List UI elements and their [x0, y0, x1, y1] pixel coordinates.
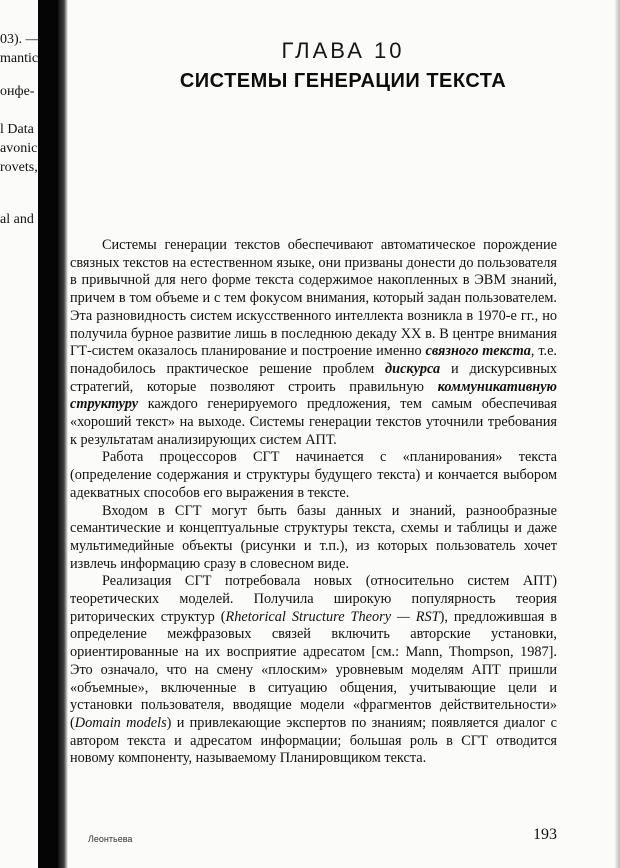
text-run: и дискурсивных стратегий, которые позволяют строить правильную — [70, 360, 558, 395]
chapter-body — [70, 237, 557, 768]
prev-page-line: l Data — [0, 122, 34, 137]
chapter-title: СИСТЕМЫ ГЕНЕРАЦИИ ТЕКСТА — [179, 70, 507, 92]
chapter-number: ГЛАВА 10 — [281, 38, 405, 63]
text-run: Системы генерации текстов обеспечивают автоматическое порождение связных текстов на естественном языке, они призваны донести до пользователя в привычной для него форме текста содержимое накопленных в ЭВМ знаний, причем в том объеме и с тем фокусом внимания, который задан пользователем. Эта разновидность систем искусственного интеллекта возникла в 1970-е гг., но получила бурное развитие лишь в последнюю декаду XX в. В центре внимания ГТ-систем оказалось планирование и построение именно — [70, 237, 557, 360]
prev-page-line — [0, 191, 60, 210]
paragraph-2: Работа процессоров СГТ начинается с «планирования» текста (определение содержания и структуры будущего текста) и кончается выбором адекватных способов его выражения в тексте. — [70, 449, 557, 501]
italic-term: Rhetorical Structure Theory — RST — [225, 608, 440, 625]
page-number: 193 — [533, 826, 557, 843]
text-run: Реализация СГТ потребовала новых (относительно систем АПТ) теоретических моделей. Получила широкую популярность теория риторических структур ( — [70, 573, 557, 625]
prev-page-line: rovets, — [0, 160, 38, 175]
italic-term: Domain models — [74, 714, 167, 731]
prev-page-line: mantic — [0, 51, 39, 66]
paragraph-3: Входом в СГТ могут быть базы данных и знаний, разнообразные семантические и концептуальные структуры текста, схемы и таблицы и даже мультимедийные объекты (рисунки и т.п.), из которых пользователь хочет извлечь информацию сразу в словесном виде. — [70, 502, 557, 572]
prev-page-line: онфе- — [0, 84, 35, 99]
text-run: каждого генерируемого предложения, тем самым обеспечивая «хороший текст» на выходе. Системы генерации текстов уточнили требования к результатам анализирующих систем АПТ. — [70, 396, 557, 448]
emphasis-term: дискурса — [385, 360, 441, 377]
paragraph-1 — [70, 237, 557, 449]
prev-page-line — [0, 101, 60, 120]
paragraph-4 — [70, 573, 557, 768]
previous-page-fragment — [0, 30, 60, 229]
prev-page-line: 03). — — [0, 32, 40, 47]
text-run: ) и привлекающие экспертов по знаниям; появляется диалог с автором текста и адресатом информации; большая роль в СГТ отводится новому компоненту, называемому Планировщиком текста. — [70, 714, 557, 767]
emphasis-term: связного текста — [425, 343, 531, 360]
footer-author: Леонтьева — [88, 834, 133, 844]
emphasis-term: коммуникативную структуру — [70, 378, 557, 413]
text-run: , т.е. понадобилось практическое решение проблем — [70, 343, 557, 377]
prev-page-line: al and — [0, 212, 34, 227]
page-edge-shadow — [614, 0, 620, 868]
text-run: ), предложившая в определение межфразовых связей включить авторские установки, ориентированные на их восприятие адресатом [см.: Mann, Thompson, 1987]. Это означало, что на смену «плоским» уровневым моделям АПТ пришли «объемные», включенные в ситуацию общения, учитывающие цели и установки пользователя, вводящие модели «фрагментов действительности» ( — [70, 608, 557, 731]
prev-page-line: avonic — [0, 141, 38, 156]
